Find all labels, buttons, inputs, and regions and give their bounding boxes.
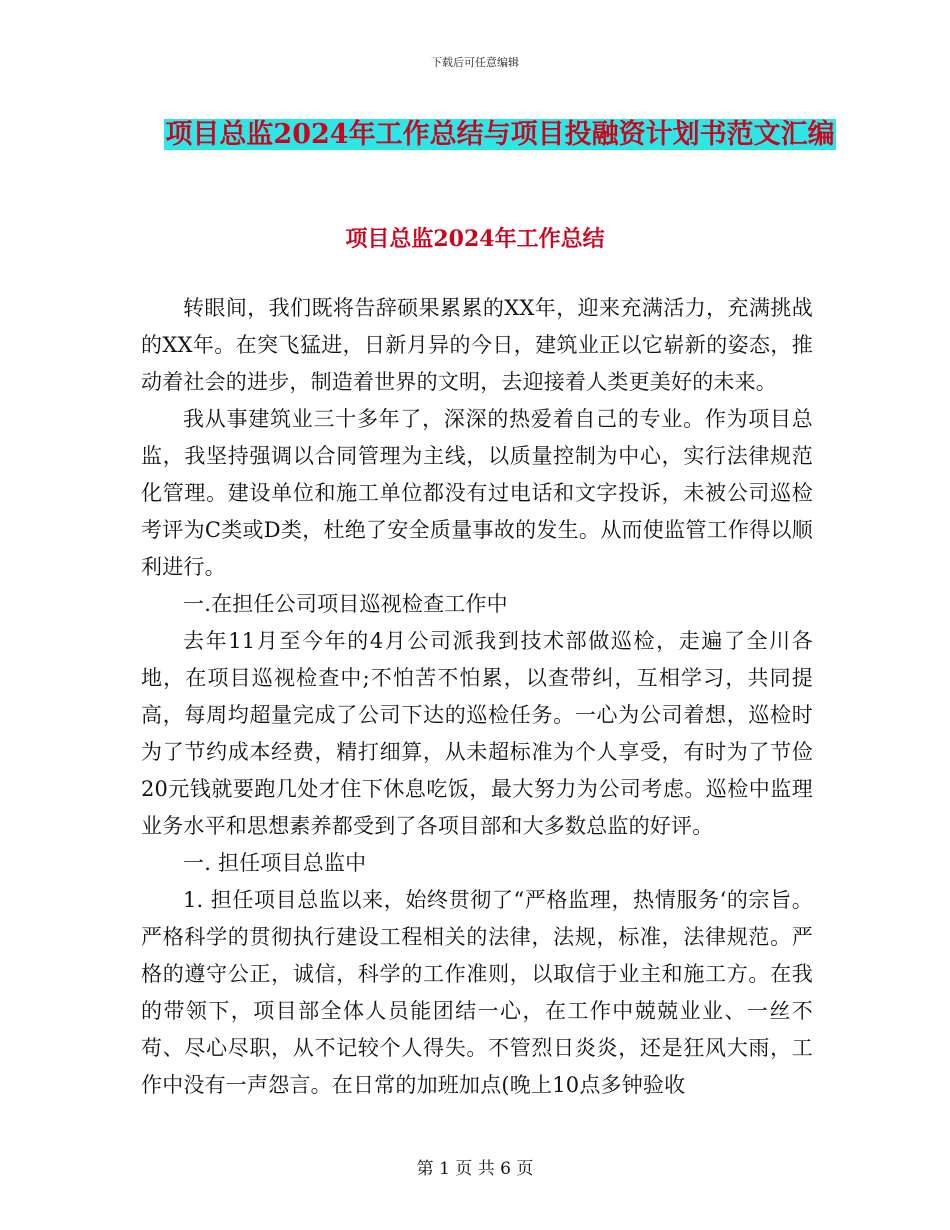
section-heading: 一. 担任项目总监中	[183, 851, 367, 875]
document-title	[140, 112, 860, 158]
section-title: 项目总监2024年工作总结	[345, 226, 605, 252]
document-body	[141, 290, 813, 1104]
body-paragraph: 我从事建筑业三十多年了，深深的热爱着自己的专业。作为项目总监，我坚持强调以合同管理为主线，以质量控制为中心，实行法律规范化管理。建设单位和施工单位都没有过电话和文字投诉，未被公司巡检考评为C类或D类，杜绝了安全质量事故的发生。从而使监管工作得以顺利进行。	[141, 407, 813, 579]
page-footer: 第 1 页 共 6 页	[416, 1159, 534, 1179]
body-paragraph: 转眼间，我们既将告辞硕果累累的XX年，迎来充满活力，充满挑战的XX年。在突飞猛进，日新月异的今日，建筑业正以它崭新的姿态，推动着社会的进步，制造着世界的文明，去迎接着人类更美好的未来。	[141, 296, 813, 394]
body-paragraph: 1. 担任项目总监以来，始终贯彻了“严格监理，热情服务‘的宗旨。严格科学的贯彻执行建设工程相关的法律，法规，标准，法律规范。严格的遵守公正，诚信，科学的工作准则，以取信于业主和施工方。在我的带领下，项目部全体人员能团结一心，在工作中兢兢业业、一丝不苟、尽心尽职，从不记较个人得失。不管烈日炎炎，还是狂风大雨，工作中没有一声怨言。在日常的加班加点(晚上10点多钟验收	[141, 888, 813, 1097]
document-title-text: 项目总监2024年工作总结与项目投融资计划书范文汇编	[165, 119, 835, 150]
body-paragraph: 去年11月至今年的4月公司派我到技术部做巡检，走遍了全川各地，在项目巡视检查中;不怕苦不怕累，以查带纠，互相学习，共同提高，每周均超量完成了公司下达的巡检任务。一心为公司着想，巡检时为了节约成本经费，精打细算，从未超标准为个人享受，有时为了节俭20元钱就要跑几处才住下休息吃饭，最大努力为公司考虑。巡检中监理业务水平和思想素养都受到了各项目部和大多数总监的好评。	[141, 629, 813, 838]
section-heading: 一.在担任公司项目巡视检查工作中	[183, 592, 508, 616]
page-header-note: 下载后可任意编辑	[431, 56, 519, 69]
